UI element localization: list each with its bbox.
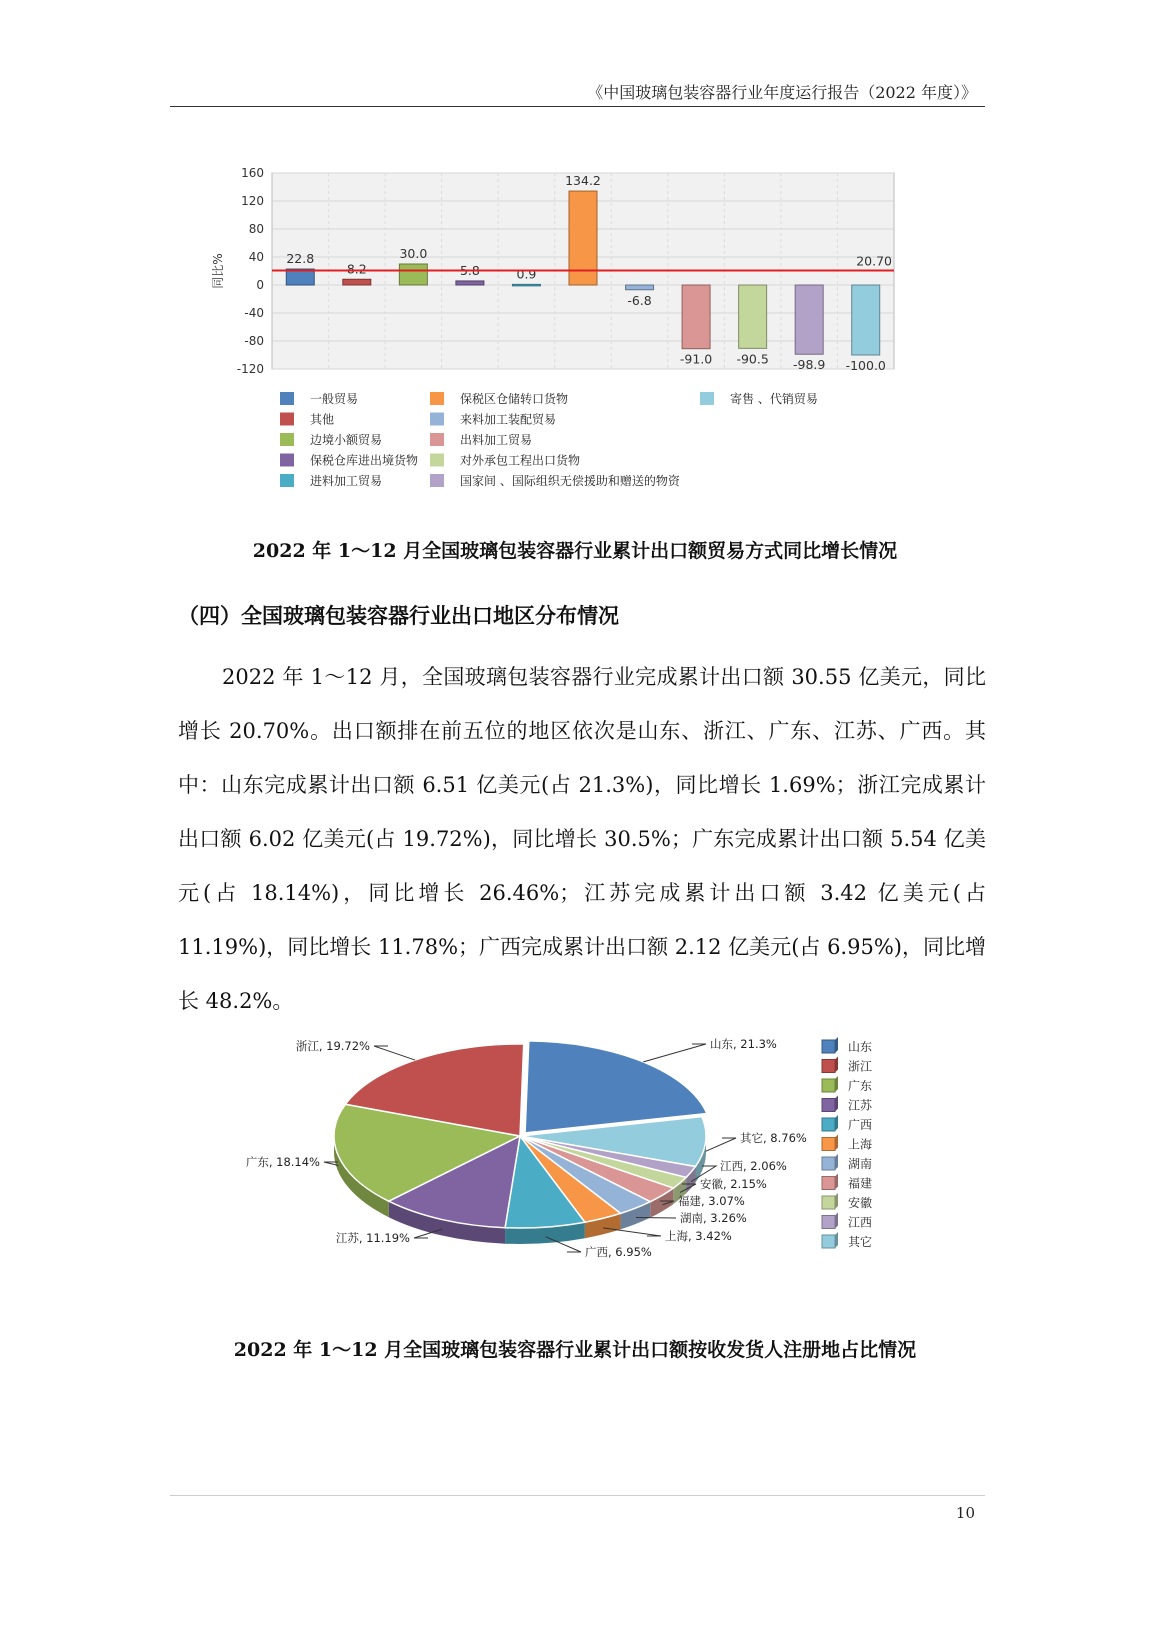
- legend-swatch-side: [835, 1154, 838, 1170]
- legend-label: 保税区仓储转口货物: [460, 392, 569, 406]
- legend-swatch: [822, 1196, 835, 1209]
- legend-swatch-side: [835, 1096, 838, 1112]
- legend-label: 广西: [848, 1118, 873, 1132]
- bar-1: [343, 279, 371, 285]
- bar-3: [456, 281, 484, 285]
- legend-swatch: [430, 433, 444, 446]
- y-tick-label: -40: [244, 306, 264, 320]
- legend-swatch: [430, 413, 444, 426]
- legend-swatch: [822, 1099, 835, 1112]
- pie-slice-label: 湖南, 3.26%: [680, 1211, 747, 1225]
- legend-label: 江苏: [848, 1098, 873, 1113]
- pie-leader-line: [374, 1046, 415, 1060]
- bar-value-label: 22.8: [286, 251, 315, 267]
- pie-slice-label: 广西, 6.95%: [585, 1245, 652, 1259]
- region-pie-chart: [240, 1037, 840, 1300]
- bar-9: [795, 285, 823, 354]
- bar-value-label: 8.2: [346, 261, 367, 277]
- legend-swatch-side: [835, 1115, 838, 1131]
- reference-line-label: 20.70: [856, 253, 892, 269]
- y-tick-label: 160: [241, 166, 264, 180]
- page-number: 10: [955, 1504, 975, 1522]
- legend-label: 来料加工装配贸易: [460, 412, 557, 427]
- section-heading: （四）全国玻璃包装容器行业出口地区分布情况: [178, 603, 619, 628]
- legend-label: 浙江: [848, 1059, 873, 1074]
- bar-10: [852, 285, 880, 355]
- pie-leader-line: [706, 1138, 736, 1151]
- legend-swatch: [822, 1216, 835, 1229]
- pie-slice-label: 江苏, 11.19%: [335, 1231, 410, 1245]
- bar-7: [682, 285, 710, 349]
- legend-swatch: [822, 1235, 835, 1248]
- bar-value-label: -100.0: [845, 358, 886, 373]
- legend-label: 广东: [848, 1079, 873, 1093]
- y-tick-label: 80: [248, 222, 264, 236]
- page-header: [170, 78, 985, 107]
- pie-slice-label: 上海, 3.42%: [665, 1229, 732, 1243]
- legend-swatch: [822, 1177, 835, 1190]
- footer-divider: [170, 1495, 985, 1496]
- bar-value-label: -91.0: [679, 351, 713, 367]
- y-tick-label: 40: [248, 250, 264, 264]
- y-tick-label: 0: [256, 278, 264, 292]
- pie-slice-label: 山东, 21.3%: [710, 1037, 777, 1051]
- legend-swatch-side: [835, 1232, 838, 1248]
- pie-slice-label: 福建, 3.07%: [678, 1194, 745, 1208]
- legend-label: 国家间 、国际组织无偿援助和赠送的物资: [460, 474, 680, 488]
- legend-label: 一般贸易: [310, 392, 359, 406]
- pie-leader-line: [643, 1044, 706, 1062]
- pie-slice-label: 浙江, 19.72%: [295, 1039, 370, 1053]
- legend-label: 出料加工贸易: [460, 433, 533, 447]
- bar-chart-legend: [280, 388, 900, 498]
- legend-swatch: [700, 392, 714, 405]
- legend-swatch: [822, 1040, 835, 1053]
- legend-label: 湖南: [848, 1157, 873, 1171]
- pie-chart-caption: 2022 年 1～12 月全国玻璃包装容器行业累计出口额按收发货人注册地占比情况: [233, 1339, 917, 1361]
- bar-value-label: 134.2: [565, 173, 601, 189]
- bar-value-label: -90.5: [736, 351, 769, 367]
- legend-swatch: [822, 1118, 835, 1131]
- legend-label: 其它: [848, 1235, 873, 1249]
- legend-swatch: [430, 392, 444, 405]
- legend-label: 对外承包工程出口货物: [460, 453, 581, 468]
- legend-swatch-side: [835, 1076, 838, 1092]
- pie-chart-legend: [818, 1036, 908, 1256]
- pie-slice-label: 其它, 8.76%: [740, 1131, 807, 1145]
- legend-swatch: [280, 413, 294, 426]
- legend-swatch: [280, 392, 294, 405]
- legend-label: 寄售 、代销贸易: [730, 392, 818, 406]
- y-tick-label: 120: [241, 194, 264, 208]
- legend-label: 进料加工贸易: [310, 474, 383, 488]
- y-tick-label: -80: [244, 334, 264, 348]
- bar-value-label: 30.0: [399, 246, 428, 261]
- y-tick-label: -120: [236, 362, 264, 376]
- legend-swatch-side: [835, 1057, 838, 1073]
- legend-swatch: [822, 1138, 835, 1151]
- pie-slice-label: 广东, 18.14%: [245, 1155, 320, 1169]
- bar-4: [512, 284, 540, 286]
- bar-6: [626, 285, 654, 290]
- legend-swatch: [430, 474, 444, 487]
- legend-swatch-side: [835, 1193, 838, 1209]
- legend-swatch-side: [835, 1037, 838, 1053]
- bar-8: [739, 285, 767, 348]
- legend-swatch: [280, 454, 294, 467]
- legend-label: 江西: [848, 1215, 873, 1230]
- header-title: 《中国玻璃包装容器行业年度运行报告（2022 年度）》: [587, 83, 977, 102]
- legend-swatch: [430, 454, 444, 467]
- bar-value-label: -6.8: [627, 292, 652, 308]
- legend-swatch: [822, 1079, 835, 1092]
- bar-value-label: -98.9: [793, 357, 826, 373]
- legend-label: 其他: [310, 412, 335, 427]
- legend-label: 上海: [848, 1137, 873, 1152]
- legend-label: 边境小额贸易: [310, 433, 383, 447]
- section-paragraph: 2022 年 1～12 月，全国玻璃包装容器行业完成累计出口额 30.55 亿美元，同比增长 20.70%。出口额排在前五位的地区依次是山东、浙江、广东、江苏、广西。其中：山东完成累计出口额 6.51 亿美元(占 21.3%)，同比增长 1.69%；浙江完成累计出口额 6.02 亿美元(占 19.72%)，同比增长 30.5%；广东完成累计出口额 5.54 亿美元(占 18.14%)，同比增长 26.46%；江苏完成累计出口额 3.42 亿美元(占 11.19%)，同比增长 11.78%；广西完成累计出口额 2.12 亿美元(占 6.95%)，同比增长 48.2%。: [178, 665, 986, 1013]
- legend-swatch-side: [835, 1135, 838, 1151]
- bar-2: [399, 264, 427, 285]
- pie-slice-label: 江西, 2.06%: [720, 1159, 787, 1173]
- legend-swatch-side: [835, 1213, 838, 1229]
- legend-label: 福建: [848, 1176, 873, 1191]
- pie-slice-label: 安徽, 2.15%: [700, 1177, 767, 1191]
- bar-value-label: 0.9: [516, 266, 537, 282]
- y-axis-label: 同比%: [211, 253, 225, 289]
- legend-label: 山东: [848, 1040, 873, 1054]
- legend-swatch: [822, 1060, 835, 1073]
- legend-swatch: [280, 433, 294, 446]
- legend-label: 保税仓库进出境货物: [310, 453, 419, 468]
- legend-label: 安徽: [848, 1196, 873, 1210]
- bar-value-label: 5.8: [459, 262, 480, 278]
- legend-swatch: [280, 474, 294, 487]
- bar-chart-caption: 2022 年 1～12 月全国玻璃包装容器行业累计出口额贸易方式同比增长情况: [252, 540, 898, 562]
- legend-swatch: [822, 1157, 835, 1170]
- legend-swatch-side: [835, 1174, 838, 1190]
